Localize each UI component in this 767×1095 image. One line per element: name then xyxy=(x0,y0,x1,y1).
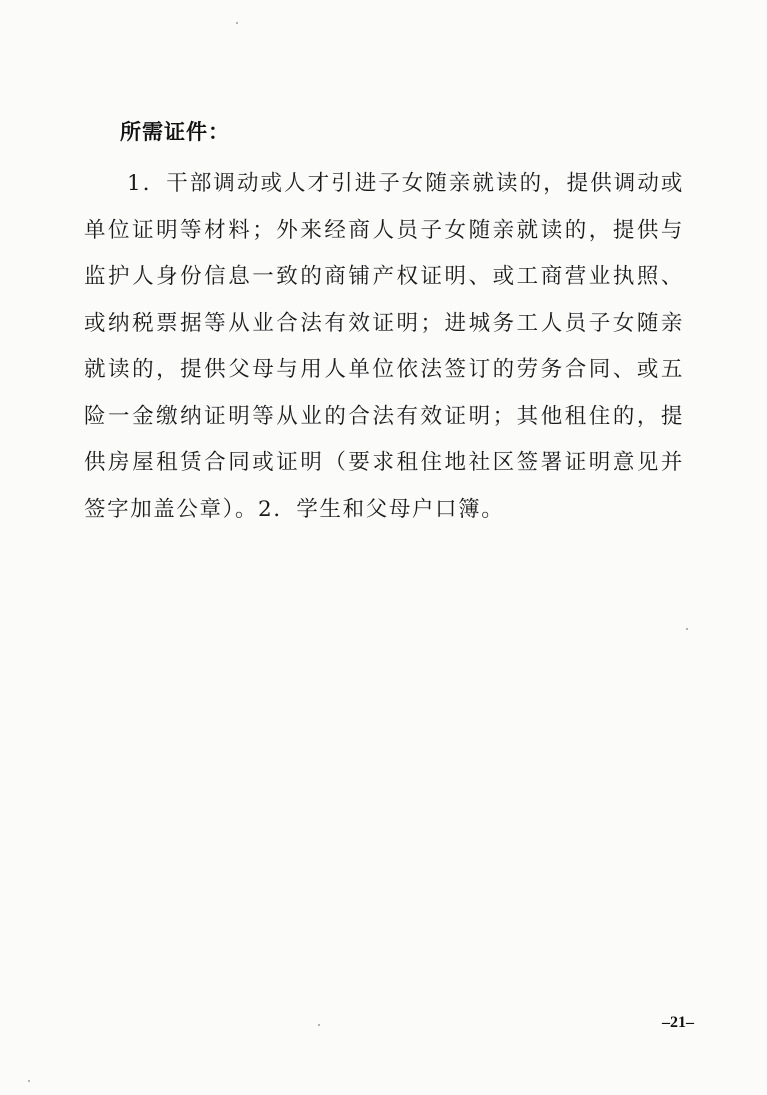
body-paragraph: 1．干部调动或人才引进子女随亲就读的，提供调动或单位证明等材料；外来经商人员子女随亲就读的，提供与监护人身份信息一致的商铺产权证明、或工商营业执照、或纳税票据等从业合法有效证明；进城务工人员子女随亲就读的，提供父母与用人单位依法签订的劳务合同、或五险一金缴纳证明等从业的合法有效证明；其他租住的，提供房屋租赁合同或证明（要求租住地社区签署证明意见并签字加盖公章）。2．学生和父母户口簿。 xyxy=(84,171,684,522)
scan-speck xyxy=(236,22,238,24)
scan-speck xyxy=(318,1024,320,1026)
page-number: –21– xyxy=(662,1014,694,1031)
scan-speck xyxy=(686,628,688,630)
scan-speck xyxy=(28,1080,30,1082)
section-heading: 所需证件： xyxy=(120,120,230,144)
